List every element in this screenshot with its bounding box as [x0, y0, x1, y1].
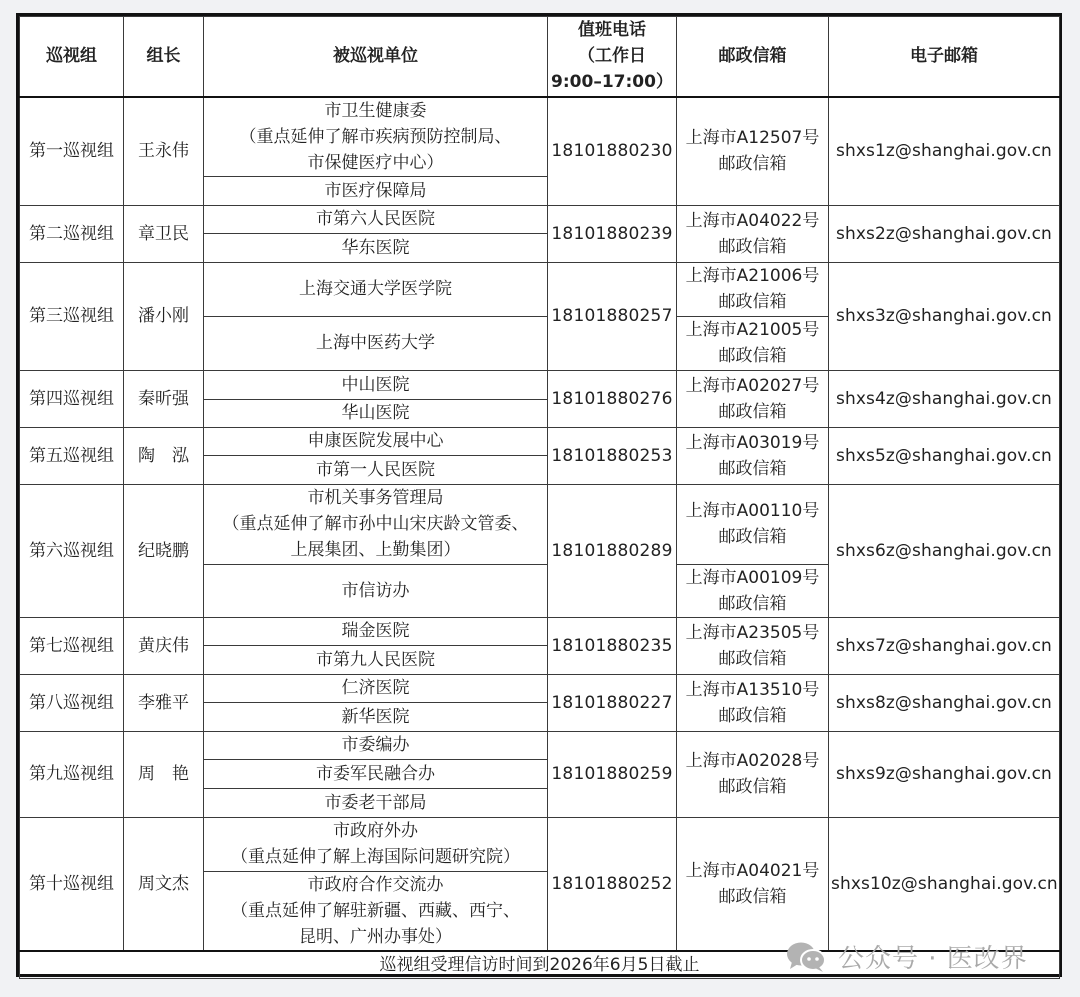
unit-cell: 上海交通大学医学院 [204, 262, 548, 316]
duty-phone: 18101880230 [548, 97, 677, 206]
pobox-line: 邮政信箱 [718, 458, 787, 479]
postal-box [677, 205, 829, 262]
pobox-line: 上海市A21005号 [685, 320, 820, 340]
postal-box [677, 674, 829, 731]
header-pobox: 邮政信箱 [677, 17, 829, 97]
email-address: shxs4z@shanghai.gov.cn [829, 370, 1060, 427]
unit-line: 市政府外办 [333, 821, 418, 841]
table-row [20, 731, 1060, 759]
unit-line: （重点延伸了解市疾病预防控制局、 [239, 126, 512, 147]
footer-note: 巡视组受理信访时间到2026年6月5日截止 [20, 951, 1060, 979]
postal-box [677, 262, 829, 316]
duty-phone: 18101880239 [548, 205, 677, 262]
email-address: shxs5z@shanghai.gov.cn [829, 427, 1060, 484]
header-phone-line3: 9:00–17:00） [551, 72, 673, 93]
header-phone-line1: 值班电话 [578, 20, 646, 41]
table-row [20, 674, 1060, 702]
unit-cell [204, 484, 548, 564]
pobox-line: 邮政信箱 [718, 527, 787, 547]
header-phone-line2: （工作日 [578, 46, 646, 67]
unit-cell [204, 871, 548, 951]
pobox-line: 邮政信箱 [718, 401, 787, 422]
unit-cell: 市第九人民医院 [204, 645, 548, 674]
duty-phone: 18101880253 [548, 427, 677, 484]
unit-cell: 市第一人民医院 [204, 455, 548, 484]
unit-cell: 瑞金医院 [204, 617, 548, 645]
table-row [20, 97, 1060, 177]
group-leader: 周文杰 [124, 817, 204, 951]
postal-box [677, 731, 829, 817]
group-leader: 李雅平 [124, 674, 204, 731]
table-row [20, 484, 1060, 564]
unit-cell: 仁济医院 [204, 674, 548, 702]
pobox-line: 邮政信箱 [718, 705, 787, 726]
group-leader: 章卫民 [124, 205, 204, 262]
pobox-line: 上海市A21006号 [685, 266, 820, 286]
watermark-text: 公众号 · 医改界 [838, 944, 1028, 974]
email-address: shxs1z@shanghai.gov.cn [829, 97, 1060, 206]
pobox-line: 上海市A04022号 [685, 210, 820, 231]
group-leader: 黄庆伟 [124, 617, 204, 674]
postal-box [677, 564, 829, 617]
duty-phone: 18101880235 [548, 617, 677, 674]
postal-box [677, 370, 829, 427]
group-name: 第六巡视组 [20, 484, 124, 617]
header-units: 被巡视单位 [204, 17, 548, 97]
pobox-line: 邮政信箱 [718, 886, 787, 907]
email-address: shxs7z@shanghai.gov.cn [829, 617, 1060, 674]
unit-line: 上展集团、上勤集团） [290, 540, 461, 560]
unit-cell: 市医疗保障局 [204, 176, 548, 205]
duty-phone: 18101880257 [548, 262, 677, 370]
table-row [20, 617, 1060, 645]
pobox-line: 上海市A02027号 [685, 375, 820, 396]
roster-sheet [16, 13, 1062, 977]
pobox-line: 邮政信箱 [718, 236, 787, 257]
pobox-line: 上海市A02028号 [685, 751, 820, 771]
group-name: 第一巡视组 [20, 97, 124, 206]
header-group: 巡视组 [20, 17, 124, 97]
pobox-line: 上海市A12507号 [685, 128, 820, 148]
postal-box [677, 484, 829, 564]
unit-cell: 市第六人民医院 [204, 205, 548, 233]
unit-cell [204, 817, 548, 871]
unit-cell: 申康医院发展中心 [204, 427, 548, 455]
pobox-line: 邮政信箱 [718, 292, 787, 312]
unit-line: 昆明、广州办事处） [299, 926, 452, 947]
group-leader: 纪晓鹏 [124, 484, 204, 617]
duty-phone: 18101880259 [548, 731, 677, 817]
unit-cell: 市委军民融合办 [204, 759, 548, 788]
unit-line: （重点延伸了解市孙中山宋庆龄文管委、 [222, 514, 529, 534]
pobox-line: 上海市A04021号 [685, 860, 820, 881]
pobox-line: 上海市A13510号 [685, 679, 820, 700]
postal-box [677, 316, 829, 370]
footer-row [20, 951, 1060, 979]
pobox-line: 邮政信箱 [718, 154, 787, 174]
unit-cell: 上海中医药大学 [204, 316, 548, 370]
table-row [20, 427, 1060, 455]
unit-cell: 市委老干部局 [204, 788, 548, 817]
unit-cell [204, 97, 548, 177]
duty-phone: 18101880289 [548, 484, 677, 617]
duty-phone: 18101880276 [548, 370, 677, 427]
email-address: shxs3z@shanghai.gov.cn [829, 262, 1060, 370]
unit-line: （重点延伸了解上海国际问题研究院） [231, 847, 520, 867]
group-leader: 潘小刚 [124, 262, 204, 370]
unit-line: （重点延伸了解驻新疆、西藏、西宁、 [231, 900, 520, 921]
group-leader: 秦昕强 [124, 370, 204, 427]
email-address: shxs8z@shanghai.gov.cn [829, 674, 1060, 731]
postal-box [677, 617, 829, 674]
unit-cell: 新华医院 [204, 702, 548, 731]
pobox-line: 邮政信箱 [718, 346, 787, 366]
pobox-line: 邮政信箱 [718, 777, 787, 797]
header-email: 电子邮箱 [829, 17, 1060, 97]
postal-box [677, 817, 829, 951]
pobox-line: 上海市A03019号 [685, 432, 820, 453]
duty-phone: 18101880227 [548, 674, 677, 731]
group-name: 第十巡视组 [20, 817, 124, 951]
unit-line: 市保健医疗中心） [307, 152, 444, 173]
email-address: shxs6z@shanghai.gov.cn [829, 484, 1060, 617]
group-name: 第九巡视组 [20, 731, 124, 817]
unit-cell: 华东医院 [204, 233, 548, 262]
table-row [20, 262, 1060, 316]
group-name: 第二巡视组 [20, 205, 124, 262]
group-name: 第八巡视组 [20, 674, 124, 731]
group-leader: 周 艳 [124, 731, 204, 817]
email-address: shxs9z@shanghai.gov.cn [829, 731, 1060, 817]
group-name: 第四巡视组 [20, 370, 124, 427]
group-name: 第三巡视组 [20, 262, 124, 370]
unit-cell: 华山医院 [204, 399, 548, 427]
unit-cell: 市委编办 [204, 731, 548, 759]
pobox-line: 邮政信箱 [718, 648, 787, 669]
table-row [20, 370, 1060, 399]
group-leader: 王永伟 [124, 97, 204, 206]
email-address: shxs10z@shanghai.gov.cn [829, 817, 1060, 951]
unit-cell: 中山医院 [204, 370, 548, 399]
table-row [20, 205, 1060, 233]
pobox-line: 上海市A23505号 [685, 622, 820, 643]
table-row [20, 817, 1060, 871]
header-phone [548, 17, 677, 97]
pobox-line: 上海市A00109号 [685, 567, 820, 588]
unit-line: 市机关事务管理局 [307, 488, 444, 508]
pobox-line: 上海市A00110号 [685, 501, 820, 521]
group-leader: 陶 泓 [124, 427, 204, 484]
unit-line: 市政府合作交流办 [307, 874, 444, 895]
header-leader: 组长 [124, 17, 204, 97]
header-row [20, 17, 1060, 97]
postal-box [677, 427, 829, 484]
postal-box [677, 97, 829, 206]
group-name: 第五巡视组 [20, 427, 124, 484]
inspection-roster-table [19, 16, 1060, 979]
group-name: 第七巡视组 [20, 617, 124, 674]
unit-cell: 市信访办 [204, 564, 548, 617]
duty-phone: 18101880252 [548, 817, 677, 951]
pobox-line: 邮政信箱 [718, 593, 787, 614]
unit-line: 市卫生健康委 [324, 100, 427, 121]
email-address: shxs2z@shanghai.gov.cn [829, 205, 1060, 262]
